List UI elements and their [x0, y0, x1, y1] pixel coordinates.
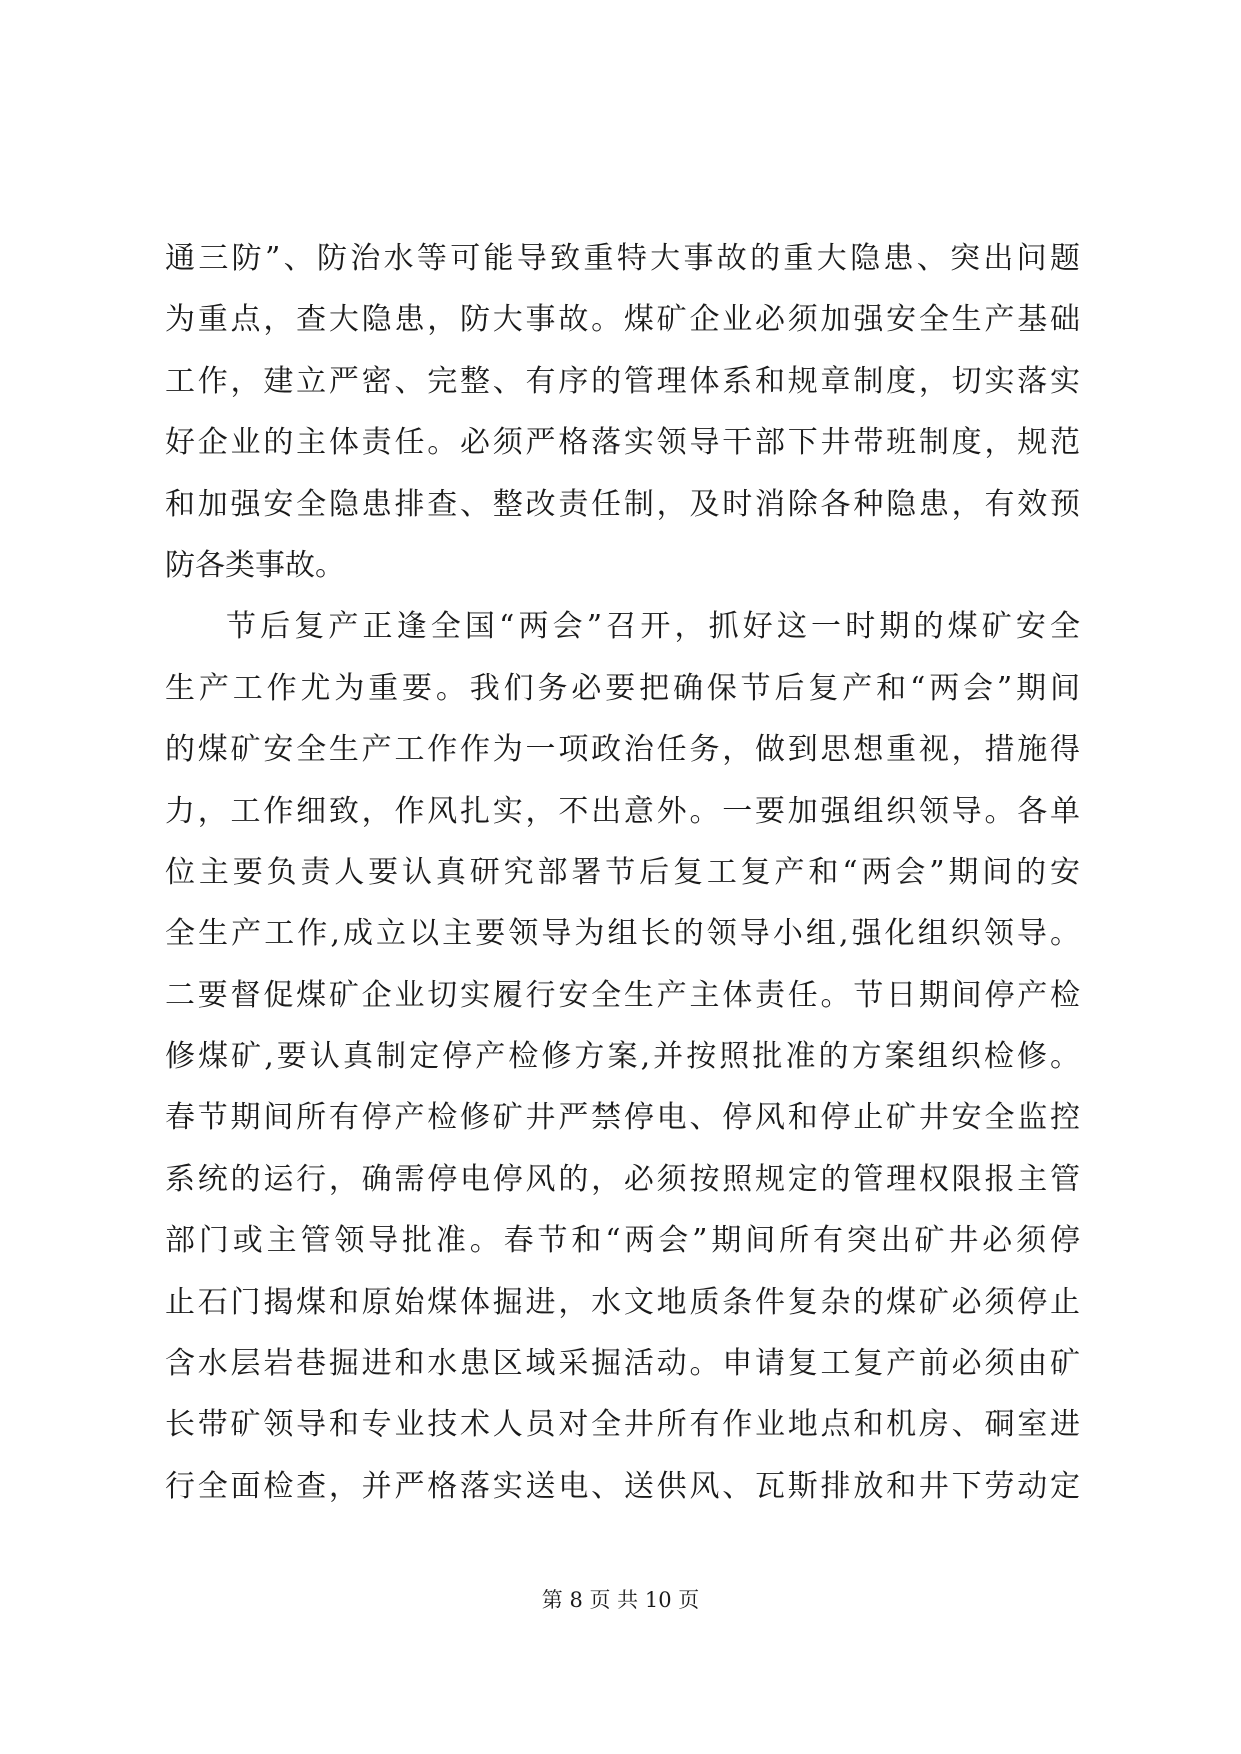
page-number-footer: 第 8 页 共 10 页 — [541, 1588, 700, 1612]
text-line: 和加强安全隐患排查、整改责任制，及时消除各种隐患，有效预 — [165, 486, 1080, 522]
text-line: 生产工作尤为重要。我们务必要把确保节后复产和“两会”期间 — [165, 670, 1080, 706]
text-line: 好企业的主体责任。必须严格落实领导干部下井带班制度，规范 — [165, 425, 1080, 461]
text-line: 为重点，查大隐患，防大事故。煤矿企业必须加强安全生产基础 — [165, 302, 1080, 338]
text-line: 全生产工作,成立以主要领导为组长的领导小组,强化组织领导。 — [165, 916, 1080, 952]
text-line: 系统的运行，确需停电停风的，必须按照规定的管理权限报主管 — [165, 1161, 1080, 1197]
text-line: 工作，建立严密、完整、有序的管理体系和规章制度，切实落实 — [165, 363, 1080, 399]
text-line: 长带矿领导和专业技术人员对全井所有作业地点和机房、硐室进 — [165, 1407, 1080, 1443]
text-line: 防各类事故。 — [165, 547, 345, 583]
text-line: 部门或主管领导批准。春节和“两会”期间所有突出矿井必须停 — [165, 1223, 1080, 1259]
text-line: 修煤矿,要认真制定停产检修方案,并按照批准的方案组织检修。 — [165, 1039, 1080, 1075]
text-line: 行全面检查，并严格落实送电、送供风、瓦斯排放和井下劳动定 — [165, 1468, 1080, 1504]
text-line: 二要督促煤矿企业切实履行安全生产主体责任。节日期间停产检 — [165, 977, 1080, 1013]
text-line: 含水层岩巷掘进和水患区域采掘活动。申请复工复产前必须由矿 — [165, 1346, 1080, 1382]
text-line: 止石门揭煤和原始煤体掘进，水文地质条件复杂的煤矿必须停止 — [165, 1284, 1080, 1320]
text-line: 春节期间所有停产检修矿井严禁停电、停风和停止矿井安全监控 — [165, 1100, 1080, 1136]
text-line: 通三防”、防治水等可能导致重特大事故的重大隐患、突出问题 — [165, 241, 1080, 276]
text-line: 力，工作细致，作风扎实，不出意外。一要加强组织领导。各单 — [165, 793, 1080, 829]
body-text — [165, 228, 1080, 1517]
text-line: 的煤矿安全生产工作作为一项政治任务，做到思想重视，措施得 — [165, 732, 1080, 768]
text-line: 位主要负责人要认真研究部署节后复工复产和“两会”期间的安 — [165, 854, 1080, 890]
text-line: 节后复产正逢全国“两会”召开，抓好这一时期的煤矿安全 — [226, 609, 1080, 645]
